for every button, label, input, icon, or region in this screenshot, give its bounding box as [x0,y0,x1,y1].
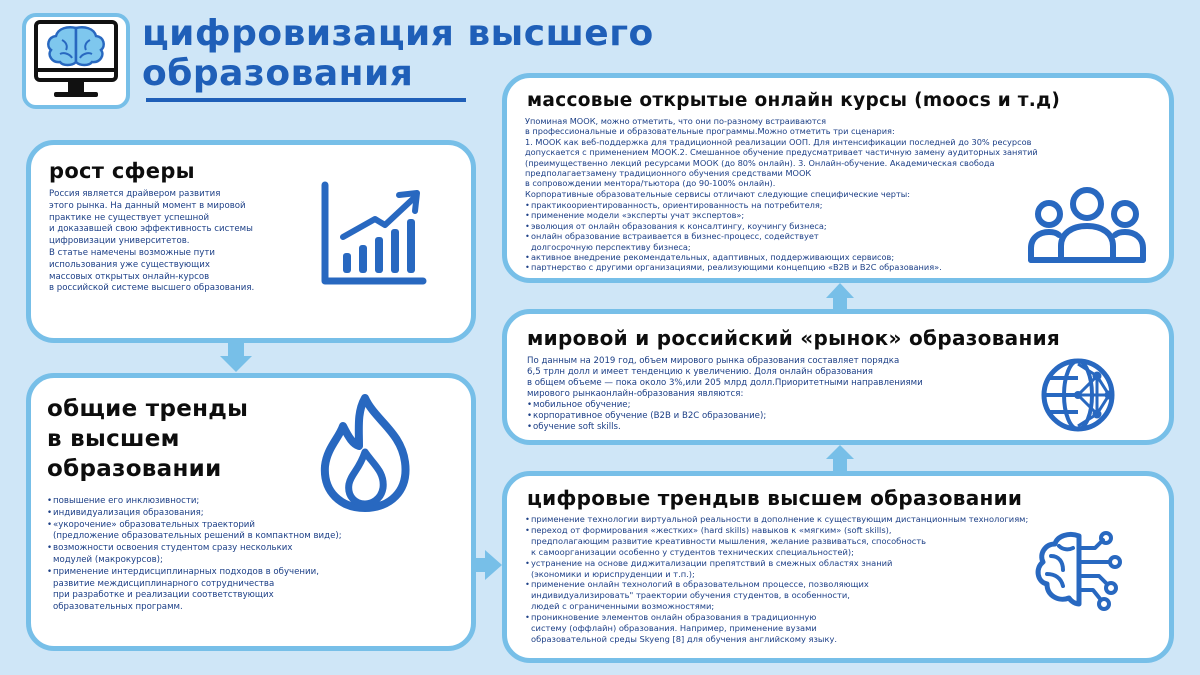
list-item: • обучение soft skills. [527,422,1027,433]
moocs-card-title: массовые открытые онлайн курсы (moocs и т.д) [527,90,1061,111]
digital-card [502,471,1174,663]
page-title-line-1: цифровизация высшего [142,13,654,54]
people-group-icon [1027,184,1147,264]
trends-title-line-1: общие тренды [47,396,249,422]
trends-title-line-2: в высшем [47,426,180,452]
page-title-line-2: образования [142,53,414,94]
globe-network-icon [1037,354,1119,436]
title-underline [146,98,466,102]
market-card-title: мировой и российский «рынок» образования [527,326,1061,350]
growth-chart-icon [319,181,431,291]
digital-card-title: цифровые трендыв высшем образовании [527,486,1023,510]
growth-card-title: рост сферы [49,159,195,183]
computer-brain-icon [30,18,122,106]
trends-card [26,373,476,651]
list-item: • применение интердисциплинарных подходов в обучении, развитие междисциплинарного сотрудничества при разработке и реализации соответствующих образовательных программ. [47,567,467,614]
list-item: • возможности освоения студентом сразу нескольких модулей (макрокурсов); [47,543,467,567]
moocs-list [525,200,1045,273]
arrow-right [472,548,504,582]
list-item: • онлайн образование встраивается в бизнес-процесс, содействует долгосрочную перспективу бизнеса; [525,231,1045,252]
list-item: • эволюция от онлайн образования к консалтингу, коучингу бизнеса; [525,221,1045,231]
list-item: • применение онлайн технологий в образовательном процессе, позволяющих индивидуализировать" траектории обучения студентов, в особенности, людей с ограниченными возможностями; [525,579,1145,612]
market-card [502,309,1174,445]
growth-card-text: Россия является драйвером развития этого рынка. На данный момент в мировой практике не существует успешной и доказавшей свою эффективность системы цифровизации университетов. В статье намечены возможные пути использования уже существующих массовых открытых онлайн-курсов в российской системе высшего образования. [49,189,255,294]
list-item: • применение технологии виртуальной реальности в дополнение к существующим дистанционным технологиям; [525,514,1145,525]
list-item: • индивидуализация образования; [47,508,467,520]
arrow-up [824,444,856,472]
market-card-intro: По данным на 2019 год, объем мирового рынка образования составляет порядка 6,5 трлн долл и имеет тенденцию к увеличению. Доля онлайн образования в общем объеме — пока около 3%,или 205 млрд долл.Приоритетными направлениями мирового рынкаонлайн-образования являются: [527,356,923,399]
trends-card-title [47,394,248,484]
list-item: • устранение на основе диджитализации препятствий в смежных областях знаний (экономики и юриспруденции и т.п.); [525,558,1145,580]
digital-brain-icon [1029,530,1129,612]
arrow-down [218,343,254,373]
moocs-card [502,73,1174,283]
trends-list [47,496,467,614]
list-item: • «укорочение» образовательных траекторий (предложение образовательных решений в компактном виде); [47,520,467,544]
list-item: • партнерство с другими организациями, реализующими концепцию «B2B и B2C образования». [525,262,1045,272]
list-item: • переход от формирования «жестких» (hard skills) навыков к «мягким» (soft skills), предполагающим развитие креативности мышления, желание развиваться, способность к самоорганизации особенно у студентов технических специальностей); [525,525,1145,558]
moocs-card-intro: Упоминая МООК, можно отметить, что они по-разному встраиваются в профессиональные и образовательные программы.Можно отметить три сценария: 1. МООК как веб-поддержка для традиционной реализации ООП. Для интенсификации последней до 30% ресурсов допускается с применением МООК.2. Смешанное обучение предусматривает частичную замену аудиторных занятий (преимущественно лекций ресурсами МООК (до 80% онлайн). 3. Онлайн-обучение. Академическая свобода предполагаетзамену традиционного обучения средствами МООК в сопровождении ментора/тьютора (до 90-100% онлайн). Корпоративные образовательные сервисы отличают следующие специфические черты: [525,116,1038,199]
list-item: • активное внедрение рекомендательных, адаптивных, поддерживающих сервисов; [525,252,1045,262]
market-list [527,400,1027,433]
list-item: • мобильное обучение; [527,400,1027,411]
trends-title-line-3: образовании [47,456,222,482]
list-item: • применение модели «эксперты учат экспертов»; [525,210,1045,220]
list-item: • корпоративное обучение (B2B и B2C образование); [527,411,1027,422]
list-item: • практикоориентированность, ориентированность на потребителя; [525,200,1045,210]
arrow-up [824,282,856,312]
growth-card [26,140,476,343]
list-item: • проникновение элементов онлайн образования в традиционную систему (оффлайн) образования. Например, применение вузами образовательной среды Skyeng [8] для обучения английскому языку. [525,612,1145,645]
list-item: • повышение его инклюзивности; [47,496,467,508]
